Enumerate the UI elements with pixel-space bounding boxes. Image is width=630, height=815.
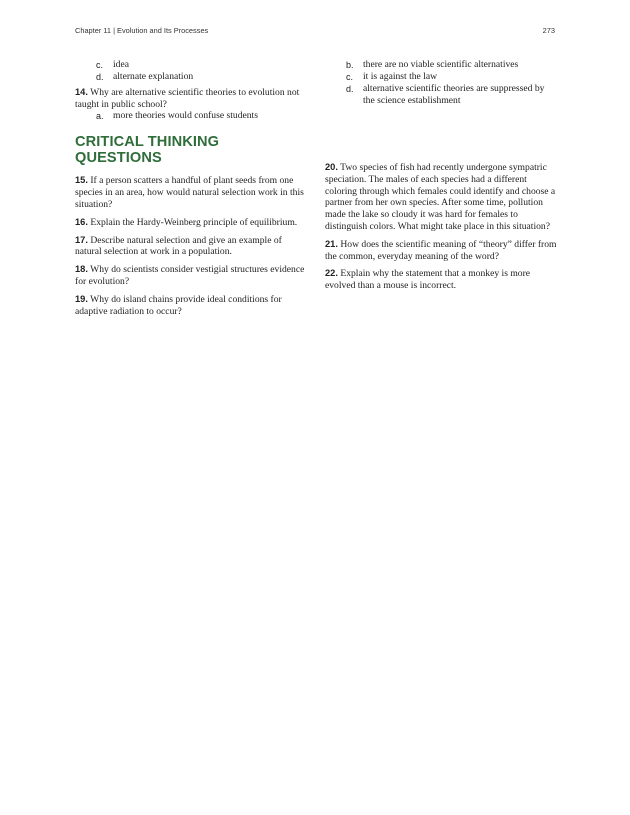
- option-letter: d.: [96, 72, 104, 82]
- option-text: alternate explanation: [113, 71, 194, 82]
- question-number: 17.: [75, 234, 88, 245]
- option-letter: b.: [346, 60, 354, 70]
- option-text: alternative scientific theories are suppressed by the science establishment: [363, 83, 545, 106]
- question-number: 21.: [325, 238, 338, 249]
- question-text: Explain the Hardy-Weinberg principle of equilibrium.: [90, 216, 298, 228]
- left-column: [75, 59, 307, 323]
- right-column-top: [325, 59, 557, 107]
- question-text: Describe natural selection and give an example of natural selection at work in a population.: [75, 234, 282, 258]
- page-number: 273: [542, 26, 555, 35]
- question-number: 16.: [75, 216, 88, 227]
- question-text: If a person scatters a handful of plant seeds from one species in an area, how would natural selection work in this situation?: [75, 175, 304, 210]
- question-22: [325, 268, 557, 292]
- option-d: [325, 83, 557, 107]
- option-c: [75, 59, 307, 71]
- question-text: Why are alternative scientific theories to evolution not taught in public school?: [75, 87, 300, 110]
- question-19: [75, 294, 307, 318]
- right-column-critical: [325, 162, 557, 298]
- section-heading: CRITICAL THINKING QUESTIONS: [75, 134, 220, 167]
- option-text: more theories would confuse students: [113, 110, 258, 122]
- option-c: [325, 71, 557, 83]
- option-letter: c.: [346, 72, 354, 82]
- option-text: it is against the law: [363, 71, 438, 82]
- question-18: [75, 264, 307, 288]
- question-text: Two species of fish had recently undergone sympatric speciation. The males of each species had a different coloring through which females could identify and choose a partner from her own species. After some time, pollution made the lake so cloudy it was hard for females to distinguish colors. What might take place in this situation?: [325, 162, 556, 232]
- option-d: [75, 71, 307, 83]
- option-letter: c.: [96, 60, 104, 70]
- running-header: [75, 26, 555, 38]
- chapter-title: Chapter 11 | Evolution and Its Processes: [75, 26, 209, 35]
- option-text: idea: [113, 59, 129, 70]
- question-number: 19.: [75, 293, 88, 304]
- question-text: How does the scientific meaning of “theory” differ from the common, everyday meaning of the word?: [325, 238, 557, 262]
- question-text: Why do scientists consider vestigial structures evidence for evolution?: [75, 264, 305, 287]
- option-letter: d.: [346, 84, 354, 94]
- option-b: [325, 59, 557, 71]
- question-21: [325, 239, 557, 263]
- question-text: Why do island chains provide ideal conditions for adaptive radiation to occur?: [75, 293, 282, 317]
- question-number: 20.: [325, 162, 338, 172]
- option-a: [75, 110, 307, 122]
- question-17: [75, 235, 307, 259]
- question-16: [75, 217, 307, 229]
- option-text: there are no viable scientific alternatives: [363, 59, 519, 70]
- option-letter: a.: [96, 111, 104, 122]
- question-text: Explain why the statement that a monkey is more evolved than a mouse is incorrect.: [325, 268, 531, 292]
- question-number: 14.: [75, 87, 88, 97]
- question-20: [325, 162, 557, 233]
- question-number: 15.: [75, 175, 88, 186]
- question-15: [75, 175, 307, 210]
- question-number: 22.: [325, 268, 338, 279]
- question-number: 18.: [75, 264, 88, 275]
- question-14: [75, 87, 307, 110]
